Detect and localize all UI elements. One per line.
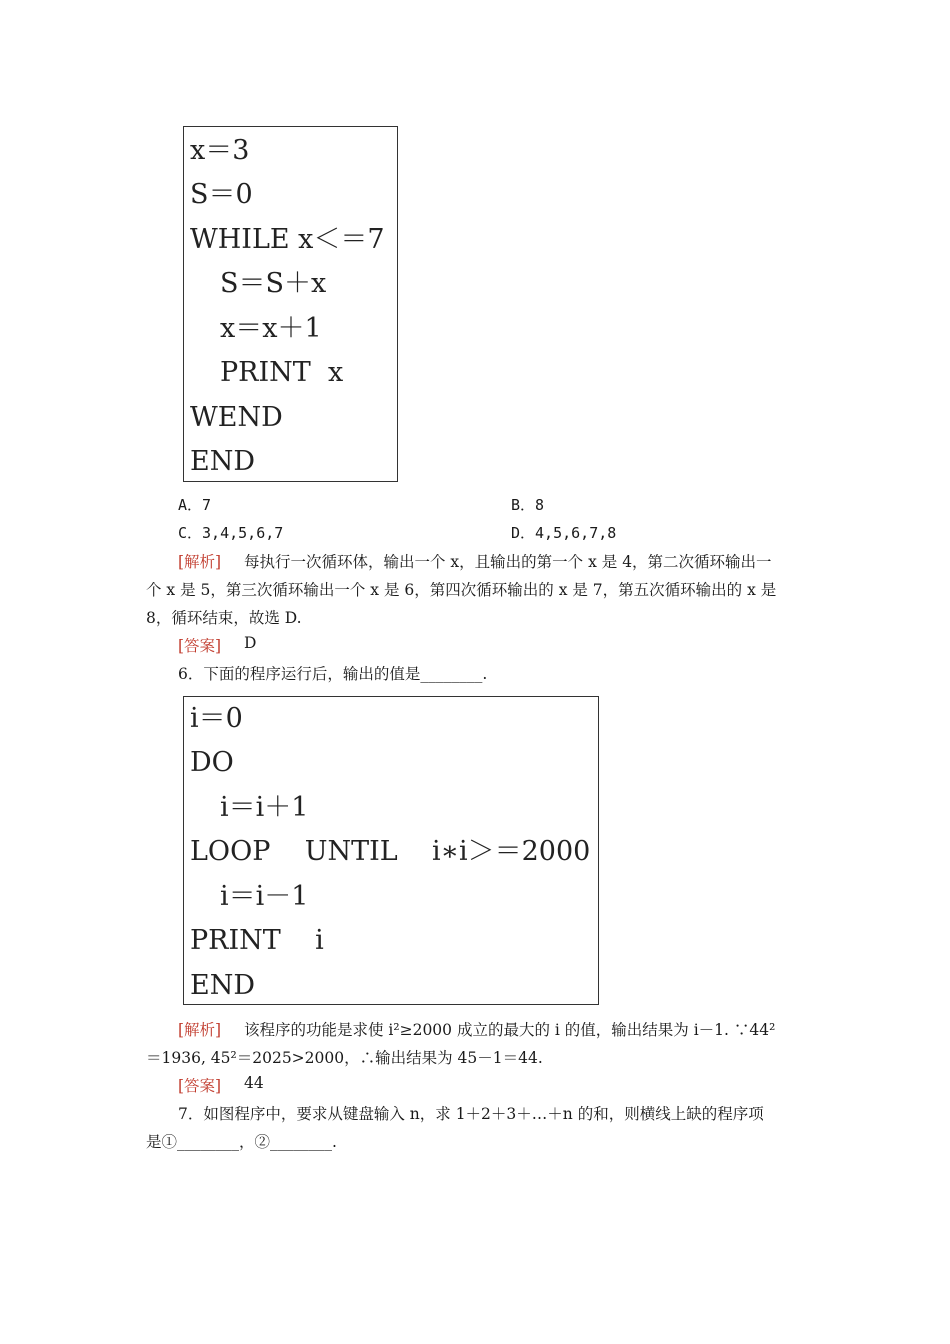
code-line: WEND [190, 402, 283, 433]
question-6: 6．下面的程序运行后，输出的值是________. [178, 665, 488, 683]
code-line: END [190, 970, 255, 1001]
answer-tag: [答案] [178, 637, 222, 655]
code-line: END [190, 446, 255, 477]
analysis-text: 该程序的功能是求使 i²≥2000 成立的最大的 i 的值，输出结果为 i－1. ∵44² [244, 1021, 776, 1039]
analysis-tag: [解析] [178, 553, 222, 571]
code-line: S＝0 [190, 179, 253, 210]
code-line: PRINT x [220, 357, 344, 388]
analysis-text: 8，循环结束，故选 D. [146, 609, 302, 627]
analysis-text: 个 x 是 5，第三次循环输出一个 x 是 6，第四次循环输出的 x 是 7，第五次循环输出的 x 是 [146, 581, 777, 599]
code-line: i＝i＋1 [220, 792, 309, 823]
question-7-continued: 是①________，②________. [146, 1133, 337, 1151]
option-d: D．4,5,6,7,8 [511, 524, 617, 542]
program-box-1 [183, 126, 398, 482]
code-line: PRINT i [190, 925, 324, 956]
analysis-tag: [解析] [178, 1021, 222, 1039]
answer-value: D [244, 634, 257, 652]
analysis-text: ＝1936, 45²＝2025>2000，∴输出结果为 45－1＝44. [146, 1049, 543, 1067]
option-a: A．7 [178, 496, 212, 514]
option-b: B．8 [511, 496, 545, 514]
answer-tag: [答案] [178, 1077, 222, 1095]
code-line: x＝x＋1 [220, 313, 322, 344]
code-line: WHILE x＜＝7 [190, 224, 385, 255]
analysis-text: 每执行一次循环体，输出一个 x，且输出的第一个 x 是 4，第二次循环输出一 [244, 553, 772, 571]
code-line: S＝S＋x [220, 268, 327, 299]
code-line: i＝i－1 [220, 881, 309, 912]
answer-value: 44 [244, 1074, 264, 1092]
question-7: 7．如图程序中，要求从键盘输入 n，求 1＋2＋3＋…＋n 的和，则横线上缺的程序项 [178, 1105, 764, 1123]
code-line: i＝0 [190, 703, 243, 734]
code-line: x＝3 [190, 135, 250, 166]
code-line: DO [190, 747, 234, 778]
option-c: C．3,4,5,6,7 [178, 524, 284, 542]
code-line: LOOP UNTIL i∗i＞＝2000 [190, 836, 591, 867]
program-box-2 [183, 696, 599, 1005]
